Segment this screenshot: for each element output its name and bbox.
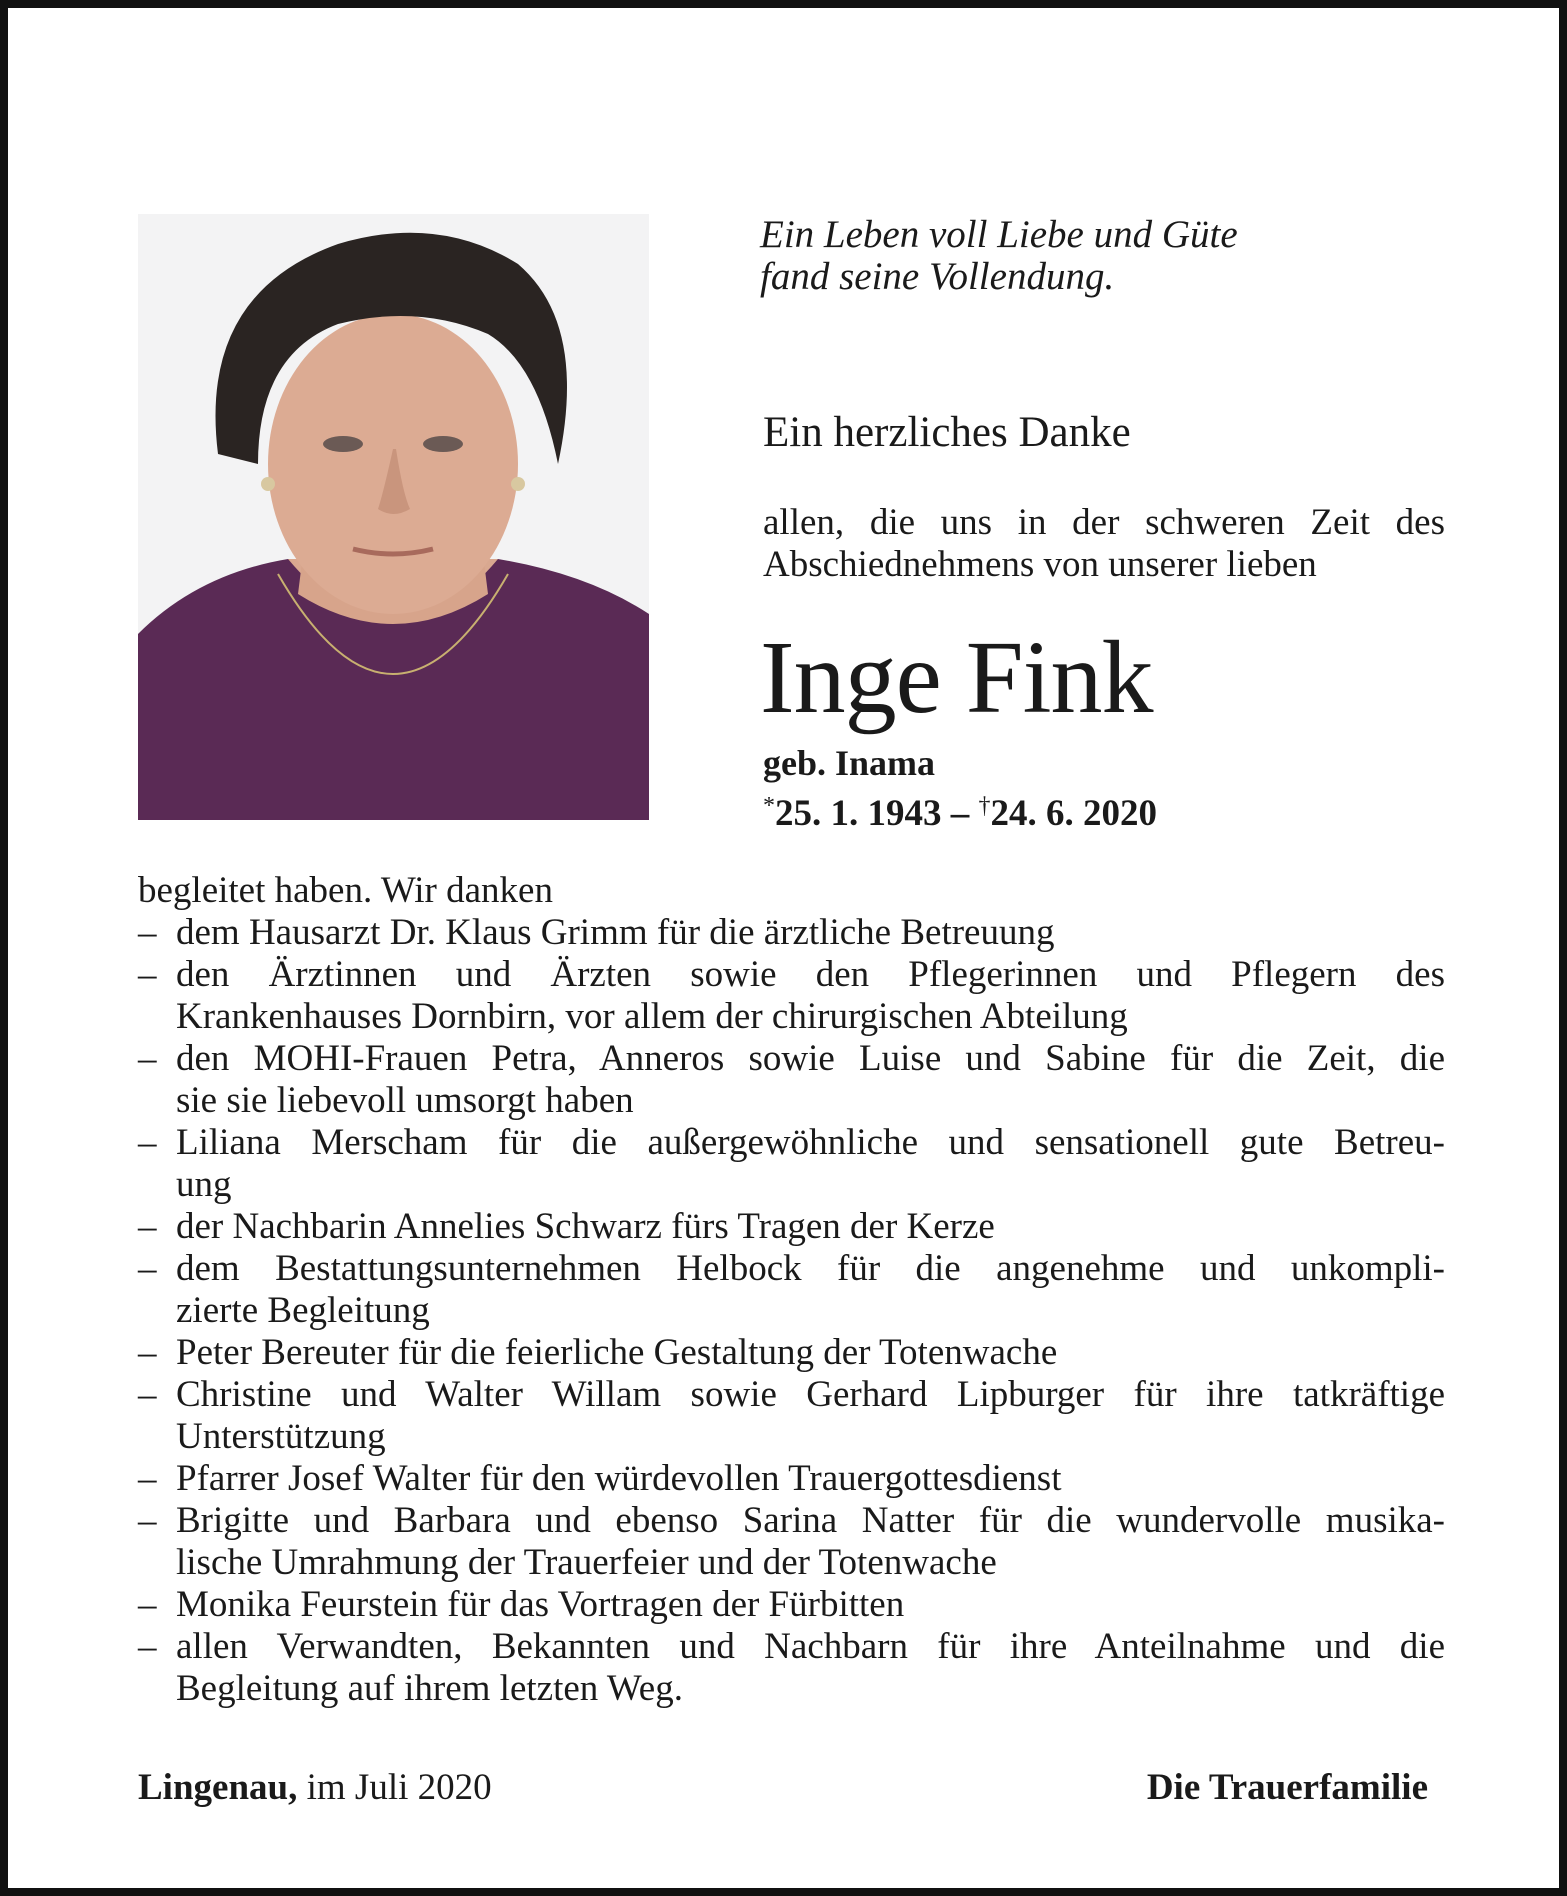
thanks-heading: Ein herzliches Danke xyxy=(763,409,1131,456)
list-item xyxy=(138,1458,1445,1500)
list-dash: – xyxy=(138,1500,157,1541)
list-item-line: Begleitung auf ihrem letzten Weg. xyxy=(176,1668,683,1709)
portrait-photo xyxy=(138,214,649,820)
list-dash: – xyxy=(138,1038,157,1079)
list-item xyxy=(138,1626,1445,1710)
portrait-illustration xyxy=(138,214,649,820)
date: im Juli 2020 xyxy=(297,1767,492,1808)
list-dash: – xyxy=(138,1626,157,1667)
intro-text xyxy=(763,502,1445,586)
list-item-line: sie sie liebevoll umsorgt haben xyxy=(176,1080,634,1121)
list-dash: – xyxy=(138,1458,157,1499)
deceased-name: Inge Fink xyxy=(760,620,1153,735)
date-separator: – xyxy=(941,793,979,834)
list-dash: – xyxy=(138,1206,157,1247)
list-item-line: zierte Begleitung xyxy=(176,1290,430,1331)
list-item xyxy=(138,1122,1445,1206)
list-item-line: Krankenhauses Dornbirn, vor allem der chirurgischen Abteilung xyxy=(176,996,1128,1037)
place: Lingenau, xyxy=(138,1767,298,1808)
list-dash: – xyxy=(138,954,157,995)
place-and-date xyxy=(138,1767,492,1809)
memorial-quote xyxy=(760,214,1440,298)
list-item-line: lische Umrahmung der Trauerfeier und der Totenwache xyxy=(176,1542,997,1583)
list-item-line: Monika Feurstein für das Vortragen der Fürbitten xyxy=(176,1584,905,1625)
list-item-line: Brigitte und Barbara und ebenso Sarina Natter für die wundervolle musika- xyxy=(176,1500,1445,1541)
birth-date: 25. 1. 1943 xyxy=(775,793,942,834)
list-dash: – xyxy=(138,1584,157,1625)
signature: Die Trauerfamilie xyxy=(1146,1767,1428,1808)
life-dates xyxy=(763,785,1157,835)
list-item-line: den MOHI-Frauen Petra, Anneros sowie Luise und Sabine für die Zeit, die xyxy=(176,1038,1445,1079)
list-item-line: Pfarrer Josef Walter für den würdevollen Trauergottesdienst xyxy=(176,1458,1062,1499)
list-dash: – xyxy=(138,912,157,953)
quote-line: Ein Leben voll Liebe und Güte xyxy=(760,213,1238,256)
list-item xyxy=(138,912,1445,954)
list-item xyxy=(138,1332,1445,1374)
list-item-line: Peter Bereuter für die feierliche Gestaltung der Totenwache xyxy=(176,1332,1058,1373)
birth-symbol: * xyxy=(763,793,775,819)
list-item-line: Unterstützung xyxy=(176,1416,386,1457)
list-item xyxy=(138,1038,1445,1122)
list-item-line: den Ärztinnen und Ärzten sowie den Pflegerinnen und Pflegern des xyxy=(176,954,1445,995)
list-item xyxy=(138,1500,1445,1584)
list-dash: – xyxy=(138,1332,157,1373)
list-item-line: dem Bestattungsunternehmen Helbock für die angenehme und unkompli- xyxy=(176,1248,1445,1289)
list-dash: – xyxy=(138,1248,157,1289)
list-dash: – xyxy=(138,1122,157,1163)
list-item-line: ung xyxy=(176,1164,232,1205)
intro-line: allen, die uns in der schweren Zeit des xyxy=(763,502,1445,543)
list-item xyxy=(138,1374,1445,1458)
list-item xyxy=(138,1248,1445,1332)
list-item-line: der Nachbarin Annelies Schwarz fürs Tragen der Kerze xyxy=(176,1206,995,1247)
thanks-body xyxy=(138,870,1445,1710)
list-item xyxy=(138,954,1445,1038)
list-item-line: Christine und Walter Willam sowie Gerhard Lipburger für ihre tatkräftige xyxy=(176,1374,1445,1415)
list-item-line: Liliana Merscham für die außergewöhnliche und sensationell gute Betreu- xyxy=(176,1122,1445,1163)
list-item-line: allen Verwandten, Bekannten und Nachbarn für ihre Anteilnahme und die xyxy=(176,1626,1445,1667)
thanks-lead: begleitet haben. Wir danken xyxy=(138,870,553,911)
thanks-list xyxy=(138,912,1445,1710)
list-item-line: dem Hausarzt Dr. Klaus Grimm für die ärztliche Betreuung xyxy=(176,912,1055,953)
maiden-name: geb. Inama xyxy=(763,743,936,783)
quote-line: fand seine Vollendung. xyxy=(760,255,1115,298)
list-dash: – xyxy=(138,1374,157,1415)
death-date: 24. 6. 2020 xyxy=(990,793,1157,834)
list-item xyxy=(138,1584,1445,1626)
list-item xyxy=(138,1206,1445,1248)
death-symbol: † xyxy=(978,793,991,819)
intro-line: Abschiednehmens von unserer lieben xyxy=(763,544,1317,585)
